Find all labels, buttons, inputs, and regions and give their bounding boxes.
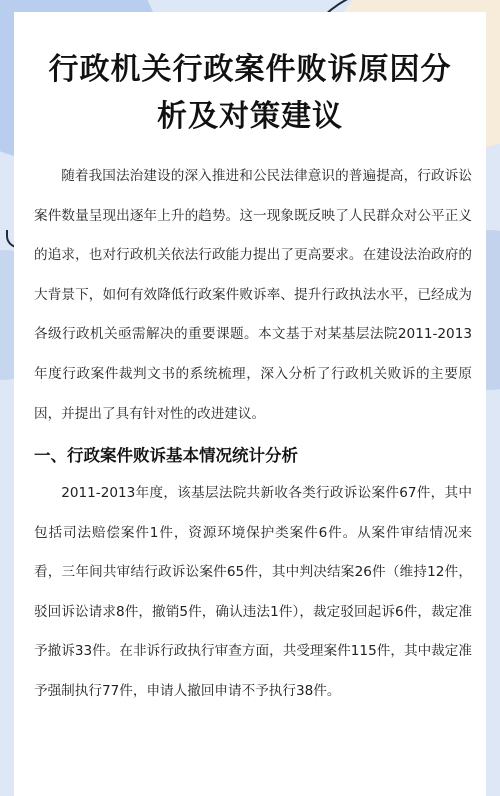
document-page — [14, 12, 486, 796]
document-title: 行政机关行政案件败诉原因分析及对策建议 — [48, 52, 452, 134]
intro-paragraph: 随着我国法治建设的深入推进和公民法律意识的普遍提高，行政诉讼案件数量呈现出逐年上升的趋势。这一现象既反映了人民群众对公平正义的追求，也对行政机关依法行政能力提出了更高要求。在建设法治政府的大背景下，如何有效降低行政案件败诉率、提升行政执法水平，已经成为各级行政机关亟需解决的重要课题。本文基于对某基层法院2011-2013年度行政案件裁判文书的系统梳理，深入分析了行政机关败诉的主要原因，并提出了具有针对性的改进建议。 — [34, 168, 472, 422]
section-heading: 一、行政案件败诉基本情况统计分析 — [34, 446, 298, 465]
section-paragraph: 2011-2013年度，该基层法院共新收各类行政诉讼案件67件，其中包括司法赔偿案件1件，资源环境保护类案件6件。从案件审结情况来看，三年间共审结行政诉讼案件65件，其中判决结案26件（维持12件，驳回诉讼请求8件，撤销5件，确认违法1件），裁定驳回起诉6件，裁定准予撤诉33件。在非诉行政执行审查方面，共受理案件115件，其中裁定准予强制执行77件，申请人撤回申请不予执行38件。 — [34, 485, 472, 699]
